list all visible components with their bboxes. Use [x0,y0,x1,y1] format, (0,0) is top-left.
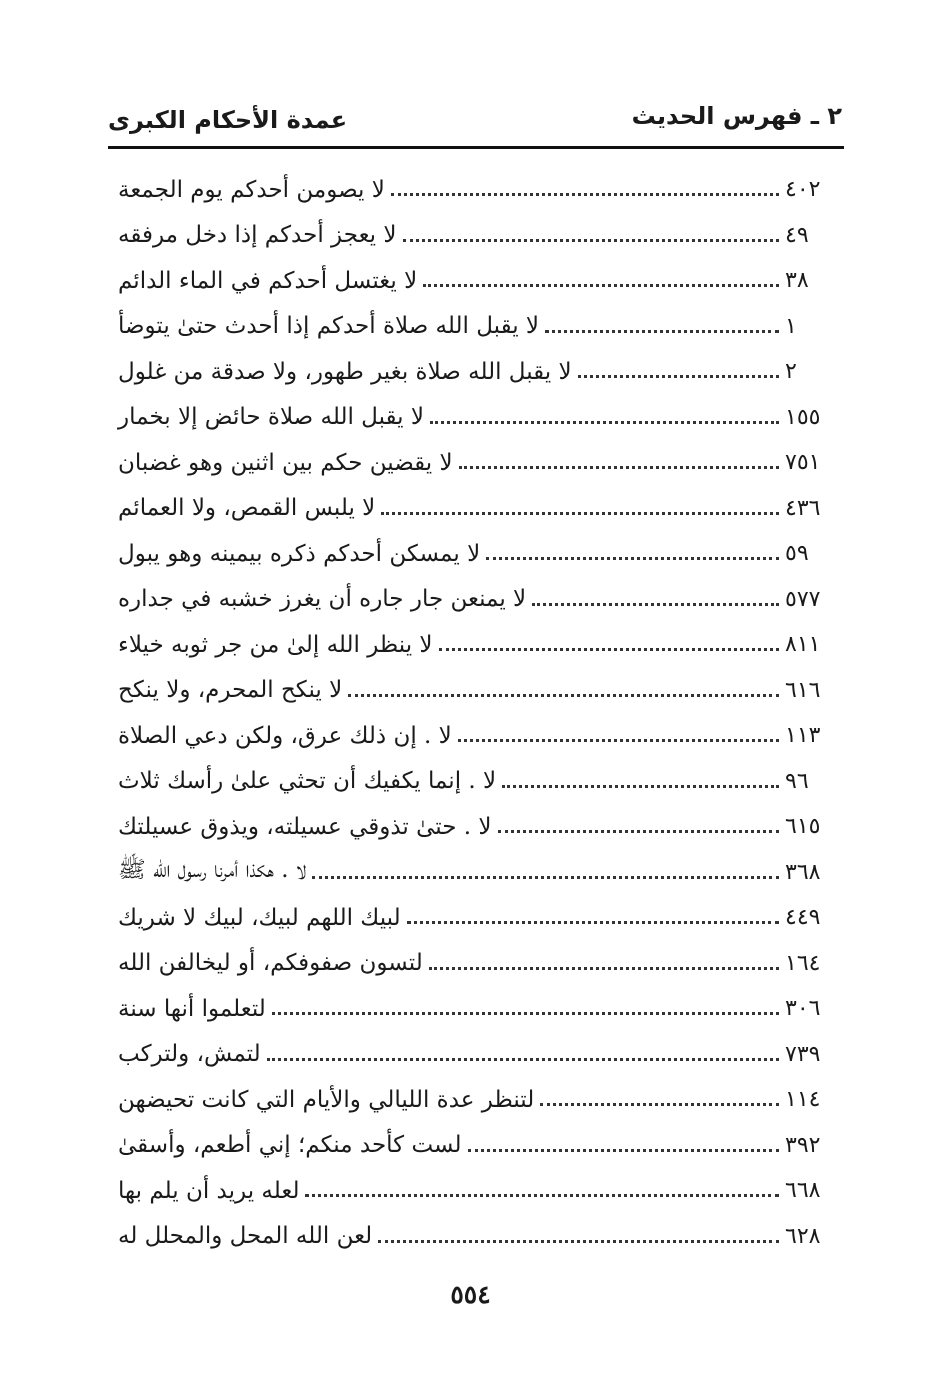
index-entry [110,986,843,1032]
hadith-text: لا . هكذا أمرنا رسول الله ﷺ [118,857,307,884]
hadith-text: لبيك اللهم لبيك، لبيك لا شريك [118,904,401,931]
dot-leader [578,375,779,378]
dot-leader [430,421,779,424]
index-entry [110,349,843,395]
index-entry [110,1032,843,1078]
dot-leader [532,603,779,606]
page-reference: ٦٦٨ [785,1178,821,1204]
index-entry [110,1168,843,1214]
hadith-text: لا يمسكن أحدكم ذكره بيمينه وهو يبول [118,540,481,567]
page-reference: ٣٦٨ [785,859,821,885]
index-entry [110,531,843,577]
page-reference: ٤٣٦ [785,495,821,521]
index-entry [110,577,843,623]
hadith-text: لعن الله المحل والمحلل له [118,1223,373,1250]
hadith-text: لا يصومن أحدكم يوم الجمعة [118,176,385,203]
dot-leader [312,876,779,879]
hadith-text: لا . حتىٰ تذوقي عسيلته، ويذوق عسيلتك [118,813,492,840]
dot-leader [407,921,779,924]
hadith-text: لا يقبل الله صلاة أحدكم إذا أحدث حتىٰ يتوضأ [118,313,540,340]
hadith-text: لعله يريد أن يلم بها [118,1177,300,1204]
index-entry [110,713,843,759]
page-reference: ٤٩ [785,222,809,248]
page-reference: ٢ [785,359,797,385]
dot-leader [429,967,779,970]
page-reference: ١٥٥ [785,404,821,430]
dot-leader [305,1194,779,1197]
page-reference: ١٦٤ [785,950,821,976]
page-reference: ٧٥١ [785,450,821,476]
page-header [108,100,842,146]
hadith-text: لا يمنعن جار جاره أن يغرز خشبه في جداره [118,586,527,613]
hadith-text: لا ينظر الله إلىٰ من جر ثوبه خيلاء [118,631,433,658]
dot-leader [458,739,779,742]
page-reference: ٣٠٦ [785,996,821,1022]
index-entry [110,440,843,486]
dot-leader [545,330,779,333]
hadith-text: لتعلموا أنها سنة [118,995,266,1022]
dot-leader [378,1240,779,1243]
dot-leader [439,648,779,651]
index-entry [110,668,843,714]
hadith-text: لا . إن ذلك عرق، ولكن دعي الصلاة [118,722,452,749]
index-entry [110,1077,843,1123]
dot-leader [348,694,779,697]
page-reference: ٩٦ [785,768,809,794]
page-reference: ٧٣٩ [785,1041,821,1067]
index-entry [110,395,843,441]
header-rule [108,146,844,149]
dot-leader [267,1058,779,1061]
index-entry [110,213,843,259]
index-entry [110,1214,843,1260]
dot-leader [459,466,779,469]
page-reference: ٦١٦ [785,677,821,703]
index-entry [110,850,843,896]
hadith-index-list [110,167,843,1259]
index-entry [110,167,843,213]
page-reference: ٦١٥ [785,814,821,840]
index-entry [110,895,843,941]
index-entry [110,1123,843,1169]
hadith-text: لا يقبل الله صلاة حائض إلا بخمار [118,404,424,431]
section-title: ٢ ـ فهرس الحديث [631,102,842,130]
page-reference: ٥٩ [785,541,809,567]
dot-leader [403,239,779,242]
hadith-text: لا . إنما يكفيك أن تحثي علىٰ رأسك ثلاث [118,768,497,795]
hadith-text: لا يلبس القمص، ولا العمائم [118,495,376,522]
hadith-text: لا يغتسل أحدكم في الماء الدائم [118,267,418,294]
dot-leader [486,557,779,560]
dot-leader [391,193,779,196]
hadith-text: لتمش، ولتركب [118,1041,261,1068]
page-reference: ٤٠٢ [785,177,821,203]
hadith-text: لا يقبل الله صلاة بغير طهور، ولا صدقة من غلول [118,358,572,385]
index-entry [110,258,843,304]
hadith-text: لتنظر عدة الليالي والأيام التي كانت تحيضهن [118,1086,535,1113]
page-reference: ١١٤ [785,1087,821,1113]
dot-leader [381,512,779,515]
page-reference: ٤٤٩ [785,905,821,931]
dot-leader [540,1103,779,1106]
index-entry [110,759,843,805]
index-entry [110,304,843,350]
dot-leader [423,284,779,287]
index-entry [110,486,843,532]
page-reference: ٣٨ [785,268,809,294]
hadith-text: لا يعجز أحدكم إذا دخل مرفقه [118,222,397,249]
hadith-text: لست كأحد منكم؛ إني أطعم، وأسقىٰ [118,1132,462,1159]
dot-leader [502,785,779,788]
page-reference: ١١٣ [785,723,821,749]
index-entry [110,804,843,850]
book-title: عمدة الأحكام الكبرى [108,106,348,134]
page-reference: ١ [785,313,797,339]
index-entry [110,941,843,987]
dot-leader [272,1012,779,1015]
page-reference: ٨١١ [785,632,821,658]
index-entry [110,622,843,668]
page-reference: ٣٩٢ [785,1132,821,1158]
page-number: ٥٥٤ [450,1280,491,1309]
hadith-text: لا ينكح المحرم، ولا ينكح [118,677,343,704]
page-reference: ٥٧٧ [785,586,821,612]
dot-leader [468,1149,779,1152]
page-reference: ٦٢٨ [785,1223,821,1249]
dot-leader [498,830,779,833]
hadith-text: لتسون صفوفكم، أو ليخالفن الله [118,950,423,977]
hadith-text: لا يقضين حكم بين اثنين وهو غضبان [118,449,453,476]
